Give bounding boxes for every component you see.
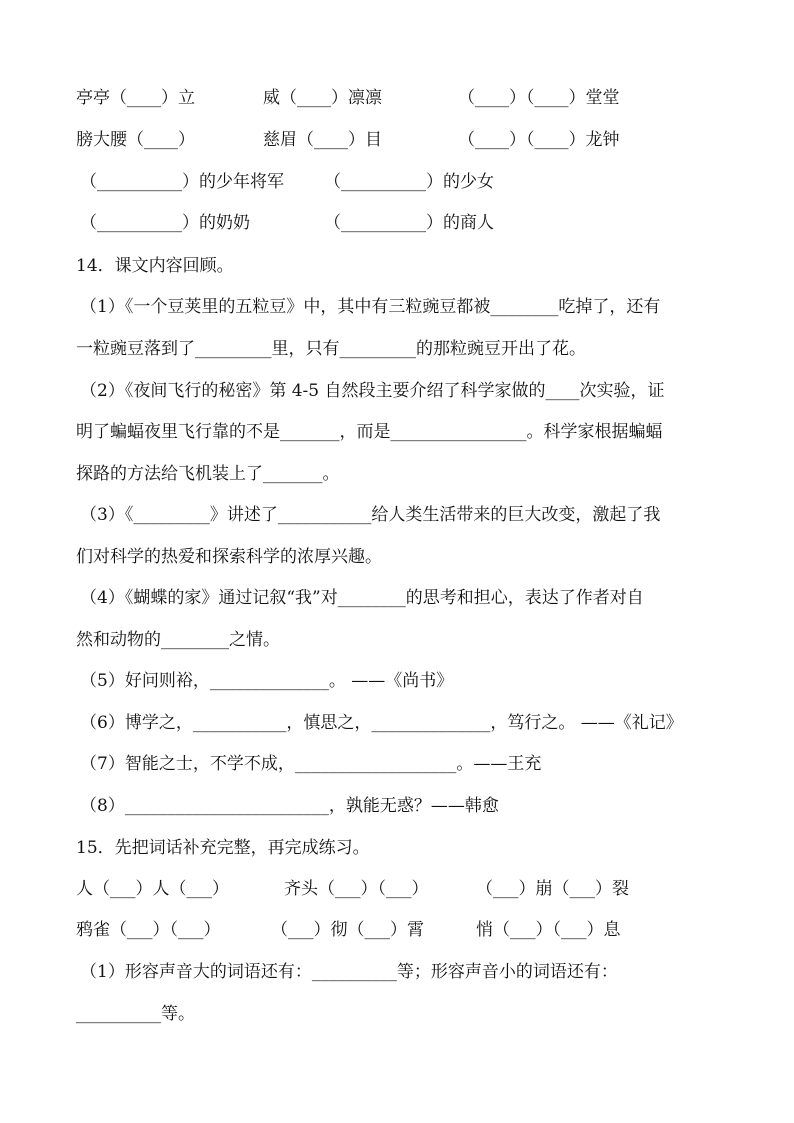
phrase-row-2 [76, 211, 716, 235]
q14-line: 们对科学的热爱和探索科学的浓厚兴趣。 [76, 547, 382, 567]
question-15-title: 15．先把词话补充完整，再完成练习。 [76, 838, 370, 858]
q14-line: （1）《一个豆荚里的五粒豆》中，其中有三粒豌豆都被________吃掉了，还有 [80, 297, 661, 317]
idiom-fill-blank: 鸦雀（___）（___） [76, 920, 221, 940]
idiom-fill-blank: 悄（___）（___）息 [476, 920, 621, 940]
idiom-row-2 [76, 128, 716, 152]
idiom-row-1 [76, 86, 716, 110]
idiom-fill-blank: 齐头（___）（___） [284, 879, 429, 899]
q14-line: 探路的方法给飞机装上了_______。 [76, 464, 340, 484]
question-14-title: 14．课文内容回顾。 [76, 256, 234, 276]
q14-line: 明了蝙蝠夜里飞行靠的不是_______，而是________________。科学家根据蝙蝠 [76, 422, 663, 442]
q14-line: （4）《蝴蝶的家》通过记叙“我”对________的思考和担心，表达了作者对自 [80, 588, 644, 608]
phrase-fill-blank: （__________）的商人 [324, 213, 494, 233]
idiom-fill-blank: 威（____）凛凛 [263, 88, 382, 108]
q14-line: （7）智能之士，不学不成，___________________。——王充 [80, 754, 542, 774]
phrase-row-1 [76, 170, 716, 194]
idiom-fill-blank: （____）（____）龙钟 [458, 130, 620, 150]
idiom-fill-blank: （___）崩（___）裂 [476, 879, 629, 899]
idiom-fill-blank: 慈眉（____）目 [263, 130, 382, 150]
q14-line: 一粒豌豆落到了_________里，只有_________的那粒豌豆开出了花。 [76, 339, 586, 359]
phrase-fill-blank: （__________）的少女 [324, 172, 494, 192]
idiom-fill-blank: 人（___）人（___） [76, 879, 229, 899]
q15-line: __________等。 [76, 1004, 195, 1024]
idiom-fill-blank: （___）彻（___）霄 [271, 920, 424, 940]
q14-line: （3）《_________》讲述了___________给人类生活带来的巨大改变，激起了我 [80, 505, 661, 525]
phrase-fill-blank: （__________）的少年将军 [80, 172, 284, 192]
phrase-fill-blank: （__________）的奶奶 [80, 213, 250, 233]
q15-idiom-row-1 [76, 877, 716, 901]
idiom-fill-blank: （____）（____）堂堂 [458, 88, 620, 108]
q14-line: （2）《夜间飞行的秘密》第 4-5 自然段主要介绍了科学家做的____次实验，证 [80, 381, 665, 401]
q15-line: （1）形容声音大的词语还有：__________等；形容声音小的词语还有： [80, 962, 618, 982]
idiom-fill-blank: 亭亭（____）立 [76, 88, 195, 108]
q15-idiom-row-2 [76, 918, 716, 942]
q14-line: （5）好问则裕，______________。 ——《尚书》 [80, 671, 454, 691]
idiom-fill-blank: 膀大腰（____） [76, 130, 195, 150]
q14-line: 然和动物的________之情。 [76, 630, 280, 650]
q14-line: （8）________________________，孰能无惑？——韩愈 [80, 796, 499, 816]
q14-line: （6）博学之，___________，慎思之，______________，笃行之。 ——《礼记》 [80, 713, 683, 733]
